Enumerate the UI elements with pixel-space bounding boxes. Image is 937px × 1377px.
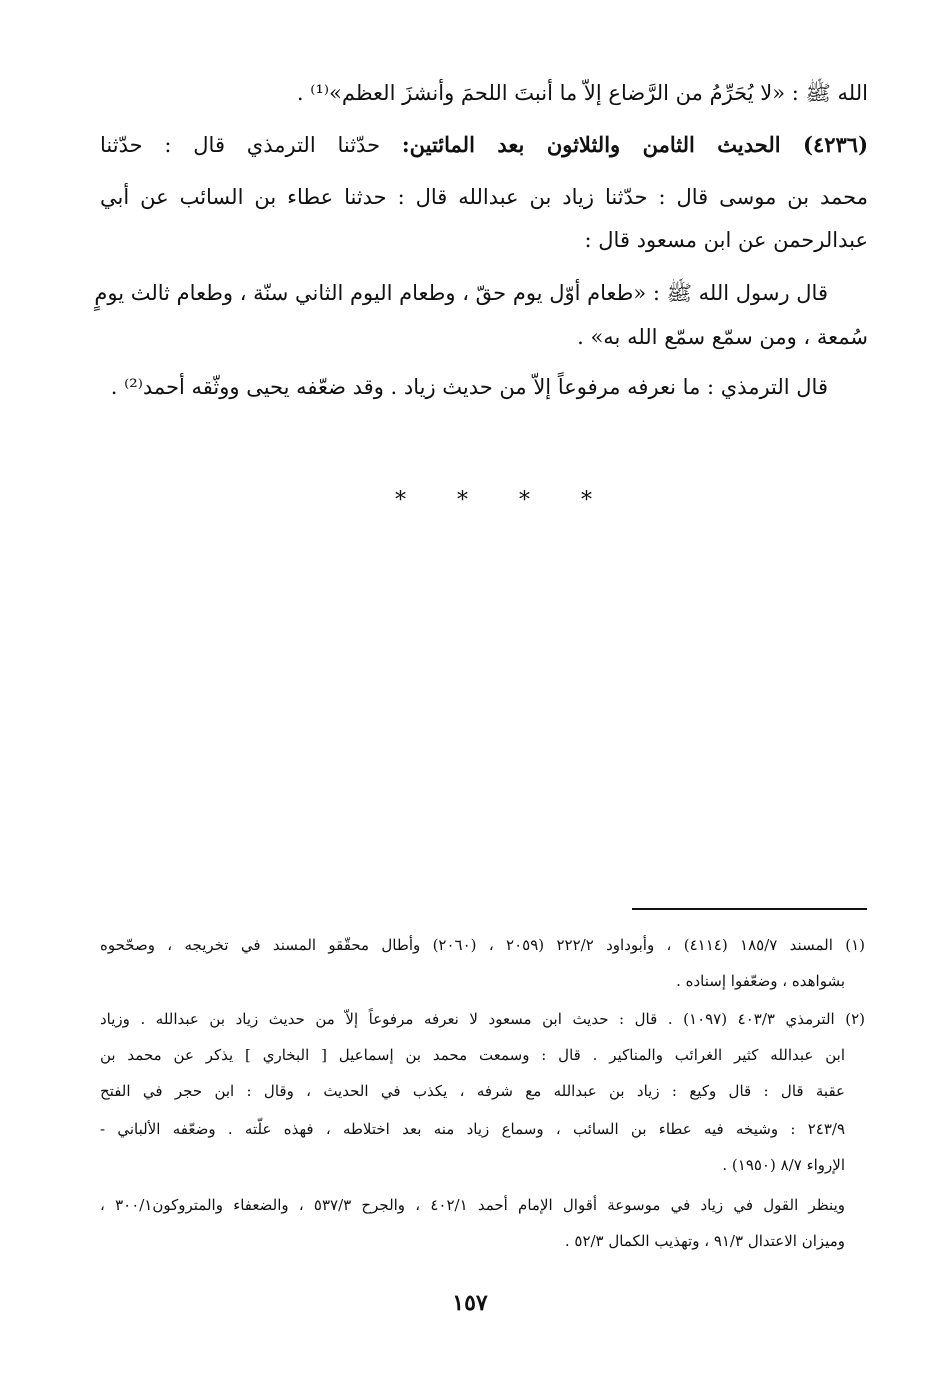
page-number: ١٥٧ bbox=[452, 1290, 488, 1316]
text-line-2: حدّثنا الترمذي قال : حدّثنا bbox=[100, 133, 381, 157]
footnote-3-line-1: وينظر القول في زياد في موسوعة أقوال الإمام أحمد ٤٠٢/١ ، والجرح ٥٣٧/٣ ، والضعفاء والمتروكون٣٠٠/١ ، bbox=[100, 1196, 845, 1214]
text-line-3: محمد بن موسى قال : حدّثنا زياد بن عبدالله قال : حدثنا عطاء بن السائب عن أبي bbox=[100, 185, 868, 209]
footnote-rule bbox=[632, 908, 867, 910]
footnote-2-line-2: ابن عبدالله كثير الغرائب والمناكير . قال : وسمعت محمد بن إسماعيل [ البخاري ] يذكر عن محمد بن bbox=[100, 1046, 845, 1064]
footnote-1-line-1: (١) المسند ١٨٥/٧ (٤١١٤) ، وأبوداود ٢٢٢/٢ (٢٠٥٩ ، (٢٠٦٠) وأطال محقّقو المسند في تخريجه ، وصحّحوه bbox=[100, 936, 865, 954]
hadith-heading-line bbox=[100, 130, 868, 160]
text-line-1: الله ﷺ : «لا يُحَرِّمُ من الرَّضاع إلاّ ما أنبتَ اللحمَ وأنشزَ العظم»⁽¹⁾ . bbox=[296, 81, 868, 105]
text-line-6: سُمعة ، ومن سمّع سمّع الله به» . bbox=[577, 325, 868, 349]
text-line-7: قال الترمذي : ما نعرفه مرفوعاً إلاّ من حديث زياد . وقد ضعّفه يحيى ووثّقه أحمد⁽²⁾ . bbox=[110, 375, 828, 399]
footnote-3-line-2: وميزان الاعتدال ٩١/٣ ، وتهذيب الكمال ٥٢/٣ . bbox=[564, 1232, 845, 1250]
hadith-heading: (٤٢٣٦) الحديث الثامن والثلاثون بعد المائتين: bbox=[401, 132, 868, 157]
footnote-1-line-2: بشواهده ، وضعّفوا إسناده . bbox=[676, 972, 845, 990]
section-separator: * * * * bbox=[395, 488, 614, 513]
footnote-2-line-3: عقبة قال : قال وكيع : زياد بن عبدالله مع شرفه ، يكذب في الحديث ، وقال : ابن حجر في الفتح bbox=[100, 1082, 845, 1100]
footnote-2-line-4: ٢٤٣/٩ : وشيخه فيه عطاء بن السائب ، وسماع زياد منه بعد اختلاطه ، فهذه علّته . وضعّفه الألباني - bbox=[100, 1120, 845, 1138]
footnote-2-line-1: (٢) الترمذي ٤٠٣/٣ (١٠٩٧) . قال : حديث ابن مسعود لا نعرفه مرفوعاً إلاّ من حديث زياد بن عبدالله . وزياد bbox=[100, 1010, 865, 1028]
text-line-5: قال رسول الله ﷺ : «طعام أوّل يوم حقّ ، وطعام اليوم الثاني سنّة ، وطعام ثالث يومٍ bbox=[94, 281, 828, 305]
text-line-4: عبدالرحمن عن ابن مسعود قال : bbox=[584, 228, 868, 252]
footnote-2-line-5: الإرواء ٨/٧ (١٩٥٠) . bbox=[722, 1156, 845, 1174]
